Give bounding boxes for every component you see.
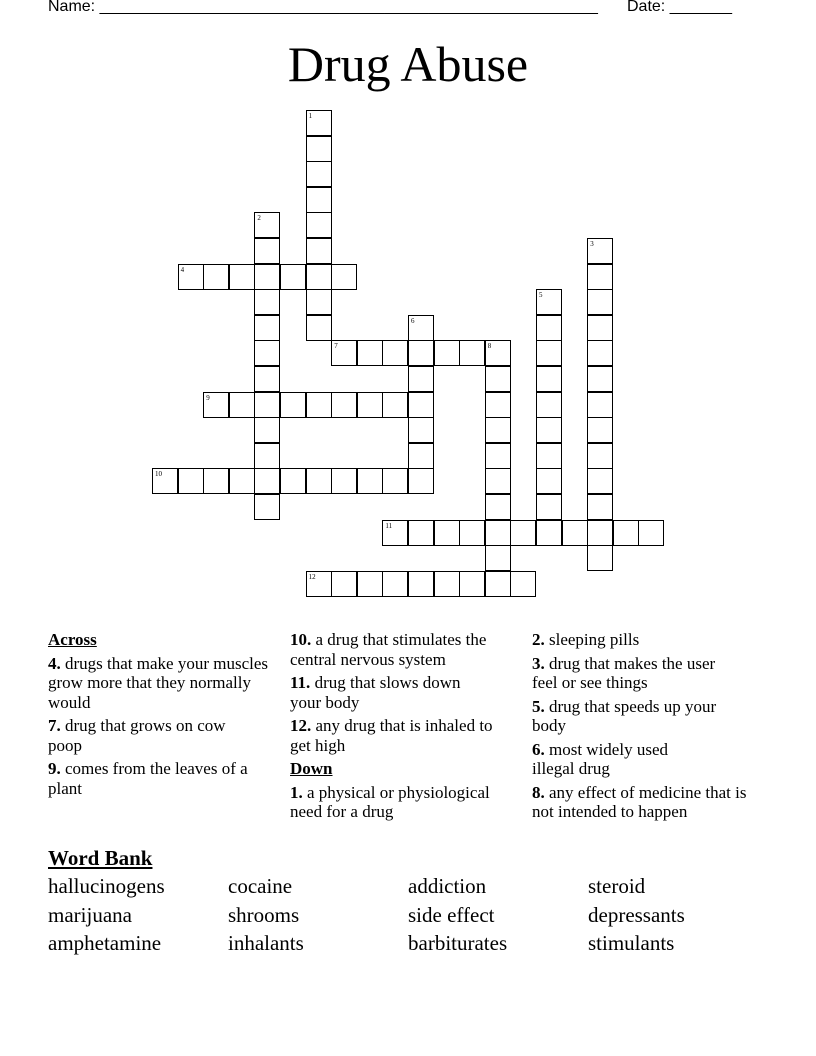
grid-cell[interactable] <box>485 545 511 571</box>
word-bank-item: marijuana <box>48 902 132 927</box>
grid-cell[interactable] <box>203 468 229 494</box>
cell-number: 3 <box>590 240 594 248</box>
grid-cell[interactable] <box>485 340 511 366</box>
page-title: Drug Abuse <box>287 36 529 92</box>
word-bank-item: stimulants <box>588 931 675 955</box>
grid-cell[interactable] <box>178 468 204 494</box>
grid-cell[interactable] <box>280 264 306 290</box>
word-bank-item: hallucinogens <box>48 874 165 898</box>
grid-cell[interactable] <box>587 392 613 418</box>
grid-cell[interactable] <box>408 366 434 392</box>
grid-cell[interactable] <box>485 468 511 494</box>
grid-cell[interactable] <box>331 468 357 494</box>
grid-cell[interactable] <box>306 136 332 162</box>
grid-cell[interactable] <box>254 494 280 520</box>
grid-cell[interactable] <box>229 468 255 494</box>
grid-cell[interactable] <box>408 571 434 597</box>
grid-cell[interactable] <box>613 520 639 546</box>
grid-cell[interactable] <box>306 289 332 315</box>
grid-cell[interactable] <box>536 468 562 494</box>
word-bank-item: side effect <box>408 902 495 927</box>
cell-number: 1 <box>308 112 313 120</box>
grid-cell[interactable] <box>536 443 562 469</box>
grid-cell[interactable] <box>254 417 280 443</box>
grid-cell[interactable] <box>254 238 280 264</box>
clue-across-9: 9. comes from the leaves of a plant <box>48 759 248 798</box>
grid-cell[interactable] <box>408 392 434 418</box>
grid-cell[interactable] <box>306 468 332 494</box>
grid-cell[interactable] <box>306 161 332 187</box>
word-bank-item: inhalants <box>228 931 304 955</box>
grid-cell[interactable] <box>536 494 562 520</box>
grid-cell[interactable] <box>587 264 613 290</box>
cell-number: 5 <box>539 291 543 300</box>
grid-cell[interactable] <box>408 520 434 546</box>
grid-cell[interactable] <box>587 417 613 443</box>
clue-down-3: 3. drug that makes the user feel or see things <box>532 653 716 692</box>
grid-cell[interactable] <box>280 468 306 494</box>
grid-cell[interactable] <box>254 468 280 494</box>
grid-cell[interactable] <box>229 264 255 290</box>
grid-cell[interactable] <box>306 212 332 238</box>
grid-cell[interactable] <box>485 494 511 520</box>
grid-cell[interactable] <box>382 340 408 366</box>
grid-cell[interactable] <box>587 238 613 264</box>
grid-cell[interactable] <box>306 571 332 597</box>
word-bank-item: depressants <box>588 902 685 927</box>
grid-cell[interactable] <box>408 417 434 443</box>
grid-cell[interactable] <box>408 340 434 366</box>
grid-cell[interactable] <box>306 187 332 213</box>
cell-number: 9 <box>206 393 210 402</box>
clue-down-5: 5. drug that speeds up your body <box>532 696 717 735</box>
grid-cell[interactable] <box>434 520 460 546</box>
grid-cell[interactable] <box>536 520 562 546</box>
grid-cell[interactable] <box>331 392 357 418</box>
down-heading: Down <box>290 759 333 778</box>
clue-down-1: 1. a physical or physiological need for a drug <box>290 782 490 821</box>
grid-cell[interactable] <box>485 443 511 469</box>
clues-column-2 <box>290 630 522 826</box>
grid-cell[interactable] <box>485 571 511 597</box>
grid-cell[interactable] <box>434 571 460 597</box>
clues-column-1 <box>48 630 280 802</box>
word-bank-item: barbiturates <box>408 931 508 955</box>
grid-cell[interactable] <box>536 289 562 315</box>
grid-cell[interactable] <box>306 392 332 418</box>
grid-cell[interactable] <box>587 315 613 341</box>
grid-cell[interactable] <box>536 340 562 366</box>
grid-cell[interactable] <box>459 340 485 366</box>
grid-cell[interactable] <box>536 392 562 418</box>
grid-cell[interactable] <box>382 520 408 546</box>
grid-cell[interactable] <box>306 238 332 264</box>
grid-cell[interactable] <box>408 443 434 469</box>
grid-cell[interactable] <box>306 264 332 290</box>
cell-number: 2 <box>257 214 261 223</box>
grid-cell[interactable] <box>459 571 485 597</box>
clue-down-8: 8. any effect of medicine that is not intended to happen <box>532 782 747 821</box>
clue-across-12: 12. any drug that is inhaled to get high <box>290 716 493 755</box>
date-field[interactable]: Date: _______ <box>627 0 732 15</box>
clue-down-2: 2. sleeping pills <box>532 630 640 649</box>
grid-cell[interactable] <box>331 571 357 597</box>
grid-cell[interactable] <box>638 520 664 546</box>
grid-cell[interactable] <box>254 315 280 341</box>
name-field[interactable]: Name: ________________________________________________________ <box>48 0 598 15</box>
cell-number: 12 <box>308 572 316 581</box>
grid-cell[interactable] <box>562 520 588 546</box>
grid-cell[interactable] <box>306 110 332 136</box>
grid-cell[interactable] <box>587 289 613 315</box>
grid-cell[interactable] <box>254 392 280 418</box>
grid-cell[interactable] <box>536 417 562 443</box>
word-bank-item: cocaine <box>228 874 293 898</box>
grid-cell[interactable] <box>229 392 255 418</box>
grid-cell[interactable] <box>203 392 229 418</box>
grid-cell[interactable] <box>357 571 383 597</box>
grid-cell[interactable] <box>254 212 280 238</box>
grid-cell[interactable] <box>357 468 383 494</box>
grid-cell[interactable] <box>459 520 485 546</box>
grid-cell[interactable] <box>587 443 613 469</box>
word-bank-item: shrooms <box>228 902 300 927</box>
word-bank-item: steroid <box>588 874 646 898</box>
grid-cell[interactable] <box>254 289 280 315</box>
grid-cell[interactable] <box>357 340 383 366</box>
grid-cell[interactable] <box>408 468 434 494</box>
grid-cell[interactable] <box>178 264 204 290</box>
grid-cell[interactable] <box>587 494 613 520</box>
word-bank <box>48 874 768 956</box>
word-bank-title: Word Bank <box>48 846 153 870</box>
clue-across-7: 7. drug that grows on cow poop <box>48 716 226 755</box>
grid-cell[interactable] <box>203 264 229 290</box>
clues-column-3 <box>532 630 772 826</box>
grid-cell[interactable] <box>587 340 613 366</box>
grid-cell[interactable] <box>382 571 408 597</box>
grid-cell[interactable] <box>254 366 280 392</box>
grid-cell[interactable] <box>254 443 280 469</box>
grid-cell[interactable] <box>382 392 408 418</box>
grid-cell[interactable] <box>587 468 613 494</box>
grid-cell[interactable] <box>280 392 306 418</box>
clue-across-11: 11. drug that slows down your body <box>290 673 461 712</box>
cell-number: 10 <box>155 470 162 479</box>
grid-cell[interactable] <box>382 468 408 494</box>
grid-cell[interactable] <box>485 392 511 418</box>
cell-number: 11 <box>385 521 393 530</box>
grid-cell[interactable] <box>587 366 613 392</box>
grid-cell[interactable] <box>536 315 562 341</box>
cell-number: 8 <box>487 342 492 351</box>
across-heading: Across <box>48 630 97 649</box>
grid-cell[interactable] <box>152 468 178 494</box>
word-bank-item: amphetamine <box>48 931 162 955</box>
grid-cell[interactable] <box>306 315 332 341</box>
grid-cell[interactable] <box>510 520 536 546</box>
clue-across-4: 4. drugs that make your muscles grow more that they normally would <box>48 653 269 712</box>
grid-cell[interactable] <box>254 340 280 366</box>
word-bank-item: addiction <box>408 874 487 898</box>
grid-cell[interactable] <box>485 366 511 392</box>
grid-cell[interactable] <box>485 417 511 443</box>
grid-cell[interactable] <box>587 545 613 571</box>
clue-down-6: 6. most widely used illegal drug <box>532 739 668 778</box>
grid-cell[interactable] <box>331 264 357 290</box>
grid-cell[interactable] <box>510 571 536 597</box>
clue-across-10: 10. a drug that stimulates the central nervous system <box>290 630 487 669</box>
grid-cell[interactable] <box>485 520 511 546</box>
cell-number: 7 <box>334 342 338 351</box>
grid-cell[interactable] <box>434 340 460 366</box>
grid-cell[interactable] <box>408 315 434 341</box>
grid-cell[interactable] <box>587 520 613 546</box>
cell-number: 4 <box>180 265 185 274</box>
grid-cell[interactable] <box>536 366 562 392</box>
cell-number: 6 <box>411 316 415 325</box>
grid-cell[interactable] <box>331 340 357 366</box>
grid-cell[interactable] <box>254 264 280 290</box>
grid-cell[interactable] <box>357 392 383 418</box>
